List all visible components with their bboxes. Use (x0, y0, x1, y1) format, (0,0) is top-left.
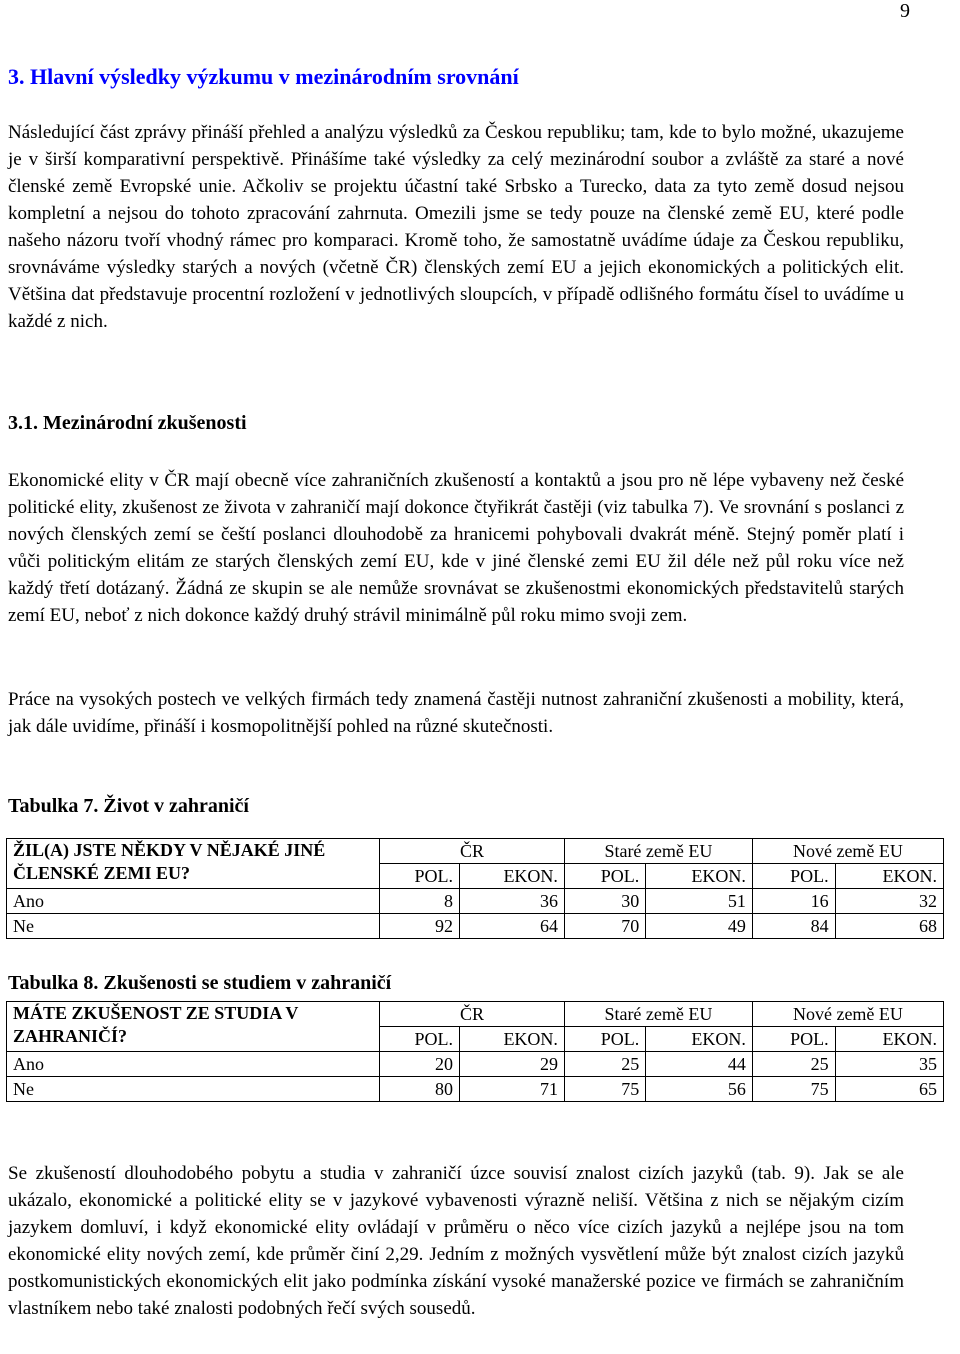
group-header-new-eu: Nové země EU (752, 839, 943, 864)
table-row (7, 1052, 944, 1077)
row-label: Ne (7, 1077, 380, 1102)
table-cell: 75 (564, 1077, 645, 1102)
row-label: Ano (7, 1052, 380, 1077)
group-header-cr: ČR (380, 839, 565, 864)
subheader-cell: POL. (380, 1027, 460, 1052)
subheader-cell: POL. (380, 864, 460, 889)
subheader-cell: EKON. (646, 864, 753, 889)
table-row (7, 1077, 944, 1102)
table-question: ŽIL(A) JSTE NĚKDY V NĚJAKÉ JINÉ ČLENSKÉ ZEMI EU? (7, 839, 380, 889)
subsection-heading: 3.1. Mezinárodní zkušenosti (8, 412, 247, 434)
subheader-cell: POL. (752, 1027, 835, 1052)
table-7-caption: Tabulka 7. Život v zahraničí (8, 795, 249, 817)
table-cell: 8 (380, 889, 460, 914)
subheader-cell: POL. (564, 864, 645, 889)
subheader-cell: EKON. (646, 1027, 753, 1052)
group-header-cr: ČR (380, 1002, 565, 1027)
table-cell: 71 (460, 1077, 565, 1102)
group-header-new-eu: Nové země EU (752, 1002, 943, 1027)
table-cell: 51 (646, 889, 753, 914)
table-cell: 30 (564, 889, 645, 914)
group-header-old-eu: Staré země EU (564, 1002, 752, 1027)
table-cell: 20 (380, 1052, 460, 1077)
work-abroad-paragraph: Práce na vysokých postech ve velkých firmách tedy znamená častěji nutnost zahraniční zkušenosti a mobility, která, jak dále uvidíme, přináší i kosmopolitnější pohled na různé skutečnosti. (8, 689, 904, 737)
intro-paragraph: Následující část zprávy přináší přehled a analýzu výsledků za Českou republiku; tam, kde to bylo možné, ukazujeme je v širší komparativní perspektivě. Přinášíme také výsledky za celý mezinárodní soubor a zvláště za staré a nové členské země Evropské unie. Ačkoliv se projektu účastní také Srbsko a Turecko, data za tyto země dosud nejsou kompletní a nejsou do tohoto zpracování zahrnuta. Omezili jsme se tedy pouze na členské země EU, které podle našeho názoru tvoří vhodný rámec pro komparaci. Kromě toho, že samostatně uvádíme údaje za Českou republiku, srovnáváme výsledky starých a nových (včetně ČR) členských zemí EU a jejich ekonomických a politických elit. Většina dat představuje procentní rozložení v jednotlivých sloupcích, v případě odlišného formátu čísel to uvádíme u každé z nich. (8, 122, 904, 332)
table-cell: 68 (835, 914, 943, 939)
subheader-cell: EKON. (835, 1027, 943, 1052)
table-cell: 92 (380, 914, 460, 939)
subheader-cell: EKON. (460, 1027, 565, 1052)
table-question: MÁTE ZKUŠENOST ZE STUDIA V ZAHRANIČÍ? (7, 1002, 380, 1052)
table-cell: 35 (835, 1052, 943, 1077)
table-row (7, 889, 944, 914)
page-number: 9 (900, 0, 910, 22)
table-cell: 25 (564, 1052, 645, 1077)
subheader-cell: EKON. (835, 864, 943, 889)
table-cell: 64 (460, 914, 565, 939)
table-cell: 25 (752, 1052, 835, 1077)
table-cell: 65 (835, 1077, 943, 1102)
table-header-row (7, 1002, 944, 1027)
language-skills-paragraph: Se zkušeností dlouhodobého pobytu a studia v zahraničí úzce souvisí znalost cizích jazyků (tab. 9). Jak se ale ukázalo, ekonomické a politické elity se v jazykové vybavenosti výrazně neliší. Většina z nich se nějakým cizím jazykem domluví, i když ekonomické elity ovládají v průměru o něco více cizích jazyků a nejlépe jsou na tom ekonomické elity nových zemí, kde průměr činí 2,29. Jedním z možných vysvětlení může být znalost cizích jazyků postkomunistických ekonomických elit jako podmínka získání vysoké manažerské pozice ve firmách se zahraničním vlastníkem nebo také znalosti podobných řečí svých sousedů. (8, 1163, 904, 1319)
section-heading: 3. Hlavní výsledky výzkumu v mezinárodním srovnání (8, 64, 519, 89)
table-cell: 56 (646, 1077, 753, 1102)
table-8-caption: Tabulka 8. Zkušenosti se studiem v zahraničí (8, 972, 392, 994)
table-cell: 36 (460, 889, 565, 914)
table-header-row (7, 839, 944, 864)
table-8 (6, 1001, 944, 1102)
table-cell: 29 (460, 1052, 565, 1077)
table-7 (6, 838, 944, 939)
table-cell: 49 (646, 914, 753, 939)
row-label: Ano (7, 889, 380, 914)
table-cell: 70 (564, 914, 645, 939)
subheader-cell: EKON. (460, 864, 565, 889)
subheader-cell: POL. (752, 864, 835, 889)
table-cell: 32 (835, 889, 943, 914)
table-cell: 16 (752, 889, 835, 914)
table-cell: 75 (752, 1077, 835, 1102)
table-row (7, 914, 944, 939)
table-cell: 84 (752, 914, 835, 939)
row-label: Ne (7, 914, 380, 939)
table-cell: 80 (380, 1077, 460, 1102)
subheader-cell: POL. (564, 1027, 645, 1052)
international-experience-paragraph: Ekonomické elity v ČR mají obecně více zahraničních zkušeností a kontaktů a jsou pro ně lépe vybaveny než české politické elity, zkušenost ze života v zahraničí mají dokonce čtyřikrát častěji (viz tabulka 7). Ve srovnání s poslanci z nových členských zemí se čeští poslanci dlouhodobě za hranicemi pohybovali dvakrát méně. Stejný poměr platí i vůči politickým elitám ze starých členských zemí EU, kde v jiné členské zemi EU žil déle než půl roku více než každý třetí dotázaný. Žádná ze skupin se ale nemůže srovnávat se zkušenostmi ekonomických představitelů starých zemí EU, neboť z nich dokonce každý druhý strávil minimálně půl roku mimo svoji zem. (8, 470, 904, 626)
table-cell: 44 (646, 1052, 753, 1077)
group-header-old-eu: Staré země EU (564, 839, 752, 864)
